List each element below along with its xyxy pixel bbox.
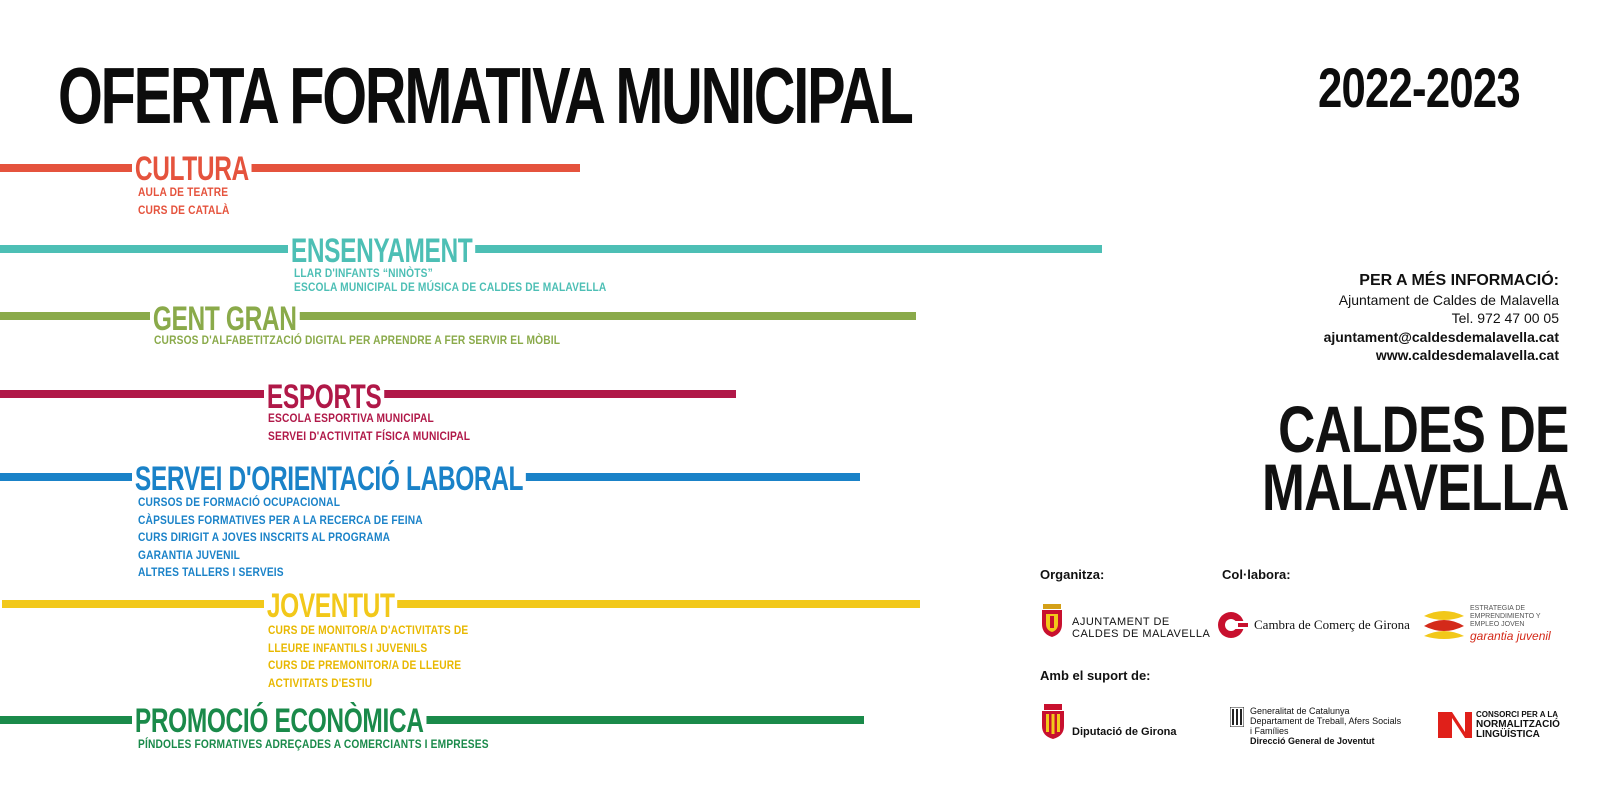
- section-title-joventut: JOVENTUT: [264, 587, 397, 626]
- ajuntament-logo-text: [1072, 616, 1210, 640]
- list-item: CURS DE MONITOR/A D'ACTIVITATS DE: [268, 623, 469, 637]
- list-item: CURSOS D'ALFABETITZACIÓ DIGITAL PER APRENDRE A FER SERVIR EL MÒBIL: [154, 333, 561, 347]
- section-bar-cultura: [0, 164, 580, 172]
- list-item: CURSOS DE FORMACIÓ OCUPACIONAL: [138, 495, 341, 509]
- section-title-orientacio-laboral: SERVEI D'ORIENTACIÓ LABORAL: [132, 460, 526, 499]
- garantia-small-1: ESTRATEGIA DE: [1470, 605, 1526, 612]
- page-title: OFERTA FORMATIVA MUNICIPAL: [58, 51, 912, 140]
- list-item: GARANTIA JUVENIL: [138, 547, 241, 562]
- generalitat-line1: Generalitat de Catalunya: [1250, 706, 1350, 716]
- cpnl-line2: NORMALITZACIÓ: [1476, 719, 1560, 730]
- section-title-esports: ESPORTS: [264, 378, 384, 417]
- year-label: 2022-2023: [1318, 56, 1520, 119]
- cpnl-logo-icon: [1438, 710, 1472, 740]
- info-email-link[interactable]: ajuntament@caldesdemalavella.cat: [1323, 328, 1559, 345]
- list-item: CURS DIRIGIT A JOVES INSCRITS AL PROGRAMA: [138, 530, 391, 544]
- list-item: CÀPSULES FORMATIVES PER A LA RECERCA DE FEINA: [138, 512, 423, 527]
- section-bar-ensenyament: [0, 245, 1102, 253]
- ajuntament-crest-icon: [1040, 604, 1064, 638]
- garantia-small-2: EMPRENDIMIENTO Y: [1470, 613, 1541, 620]
- info-org: Ajuntament de Caldes de Malavella: [1338, 291, 1559, 308]
- diputacio-logo-text: Diputació de Girona: [1072, 726, 1177, 738]
- section-bar-promocio-economica: [0, 716, 864, 724]
- section-items-ensenyament: [294, 266, 606, 294]
- section-title-cultura: CULTURA: [132, 150, 252, 189]
- cpnl-line3: LINGÜÍSTICA: [1476, 729, 1540, 740]
- garantia-small-3: EMPLEO JOVEN: [1470, 621, 1525, 628]
- generalitat-logo-text: [1250, 706, 1401, 746]
- list-item: ACTIVITATS D'ESTIU: [268, 675, 373, 690]
- generalitat-line4: Direcció General de Joventut: [1250, 736, 1375, 746]
- list-item: CURS DE PREMONITOR/A DE LLEURE: [268, 658, 462, 672]
- generalitat-logo-icon: [1230, 707, 1244, 727]
- section-items-cultura: [138, 184, 230, 219]
- cambra-logo-icon: [1216, 610, 1250, 640]
- section-items-orientacio-laboral: [138, 494, 423, 582]
- ajuntament-logo-line1: AJUNTAMENT DE: [1072, 616, 1170, 628]
- list-item: ESCOLA ESPORTIVA MUNICIPAL: [268, 411, 434, 425]
- cpnl-logo-text: [1476, 710, 1560, 740]
- ajuntament-logo-line2: CALDES DE MALAVELLA: [1072, 628, 1211, 640]
- list-item: LLAR D'INFANTS “NINÒTS”: [294, 266, 433, 280]
- section-items-joventut: [268, 622, 468, 692]
- list-item: ALTRES TALLERS I SERVEIS: [138, 565, 284, 579]
- organitza-label: Organitza:: [1040, 567, 1105, 582]
- diputacio-crest-icon: [1040, 704, 1066, 740]
- info-heading: PER A MÉS INFORMACIÓ:: [1359, 272, 1559, 289]
- section-title-gent-gran: GENT GRAN: [150, 300, 299, 339]
- list-item: LLEURE INFANTILS I JUVENILS: [268, 640, 428, 655]
- garantia-main: garantia juvenil: [1470, 629, 1551, 643]
- section-items-gent-gran: [154, 332, 560, 350]
- list-item: CURS DE CATALÀ: [138, 202, 230, 217]
- town-name: [1262, 392, 1569, 524]
- generalitat-line3: i Famílies: [1250, 726, 1289, 736]
- suport-label: Amb el suport de:: [1040, 668, 1151, 683]
- info-web-link[interactable]: www.caldesdemalavella.cat: [1375, 347, 1559, 363]
- town-name-line2: MALAVELLA: [1262, 450, 1569, 524]
- generalitat-line2: Departament de Treball, Afers Socials: [1250, 716, 1402, 726]
- list-item: SERVEI D'ACTIVITAT FÍSICA MUNICIPAL: [268, 428, 471, 443]
- garantia-juvenil-text: [1470, 605, 1551, 643]
- section-bar-gent-gran: [0, 312, 916, 320]
- info-phone: Tel. 972 47 00 05: [1451, 310, 1559, 326]
- section-items-esports: [268, 410, 470, 445]
- col-labora-label: Col·labora:: [1222, 567, 1291, 582]
- cpnl-line1: CONSORCI PER A LA: [1476, 710, 1559, 719]
- town-name-line1: CALDES DE: [1278, 392, 1569, 466]
- list-item: AULA DE TEATRE: [138, 185, 229, 199]
- cambra-logo-text: Cambra de Comerç de Girona: [1254, 617, 1410, 632]
- section-bar-joventut: [2, 600, 920, 608]
- section-title-promocio-economica: PROMOCIÓ ECONÒMICA: [132, 702, 426, 741]
- list-item: ESCOLA MUNICIPAL DE MÚSICA DE CALDES DE MALAVELLA: [294, 280, 607, 294]
- section-title-ensenyament: ENSENYAMENT: [288, 232, 475, 271]
- list-item: PÍNDOLES FORMATIVES ADREÇADES A COMERCIANTS I EMPRESES: [138, 737, 489, 751]
- section-items-promocio-economica: [138, 736, 489, 754]
- contact-info: [1324, 272, 1559, 365]
- garantia-juvenil-logo-icon: [1420, 606, 1468, 642]
